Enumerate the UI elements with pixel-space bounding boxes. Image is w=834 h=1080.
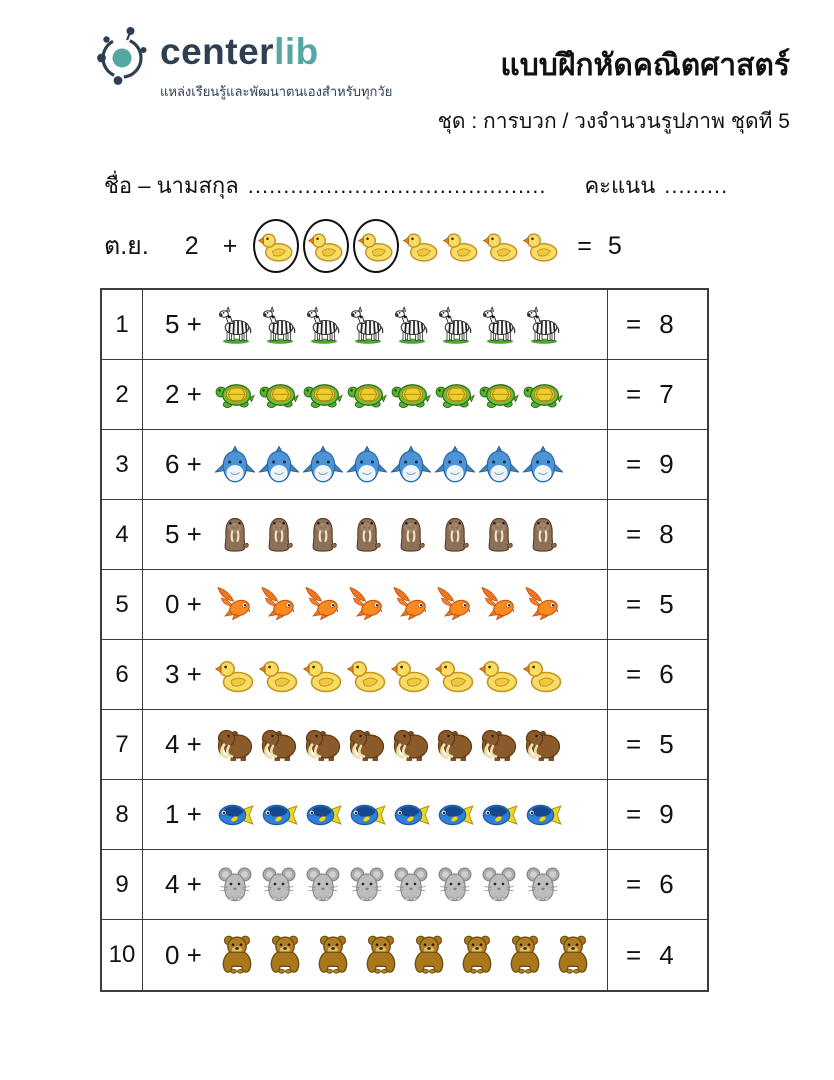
problem-number: 4 [102,500,143,569]
centerlib-logo [90,24,392,102]
walrus-icon [523,515,563,555]
problem-number: 1 [102,290,143,359]
title-block [438,42,790,138]
problem-row [102,290,707,360]
problem-row [102,430,707,500]
bluetang-icon [435,795,475,835]
problem-number: 2 [102,360,143,429]
problem-row [102,360,707,430]
bluetang-icon [303,795,343,835]
goldfish-icon [303,585,343,625]
problem-expression [143,780,607,849]
problem-addend: 4 + [165,869,202,899]
problem-row [102,710,707,780]
bear-icon [503,933,547,977]
brand-wordmark [160,24,392,80]
brand-lib: lib [274,31,319,72]
mammoth-icon [347,725,387,765]
bluetang-icon [523,795,563,835]
mouse-icon [215,865,255,905]
equals-sign: = [626,659,642,689]
problems-table [100,288,709,992]
shark-icon [523,445,563,485]
duck-icon [358,228,394,264]
walrus-icon [259,515,299,555]
bear-icon [359,933,403,977]
bear-icon [215,933,259,977]
problem-expression [143,500,607,569]
problem-addend: 4 + [165,729,202,759]
problem-addend: 3 + [165,659,202,689]
problem-expression [143,360,607,429]
problem-icons [215,375,563,415]
problem-number: 7 [102,710,143,779]
duck-icon [443,228,479,264]
problem-addend: 2 + [165,379,202,409]
problem-row [102,500,707,570]
goldfish-icon [523,585,563,625]
shark-icon [347,445,387,485]
duck-icon [215,655,255,695]
mammoth-icon [215,725,255,765]
bear-icon [407,933,451,977]
zebra-icon [259,305,299,345]
circled-animal-slot [353,219,399,273]
problem-row [102,640,707,710]
mammoth-icon [391,725,431,765]
shark-icon [391,445,431,485]
equals-sign: = [626,379,642,409]
mouse-icon [347,865,387,905]
plus-sign: + [222,231,238,260]
turtle-icon [347,375,387,415]
equals-sign: = [626,589,642,619]
mouse-icon [523,865,563,905]
problem-icons [215,305,563,345]
walrus-icon [303,515,343,555]
equals-sign: = [626,939,642,970]
problem-number: 3 [102,430,143,499]
duck-icon [483,228,519,264]
page-subtitle: ชุด : การบวก / วงจำนวนรูปภาพ ชุดที 5 [437,110,790,133]
animal-slot [443,228,479,264]
equals-sign: = [626,869,642,899]
problem-icons [215,725,563,765]
problem-row [102,850,707,920]
problem-result [607,920,707,990]
problem-icons [215,795,563,835]
equals-sign: = [626,309,642,339]
problem-icons [215,655,563,695]
bluetang-icon [391,795,431,835]
mouse-icon [259,865,299,905]
problem-icons [215,445,563,485]
turtle-icon [259,375,299,415]
score-blank: ......... [664,173,729,198]
zebra-icon [523,305,563,345]
logo-tagline: แหล่งเรียนรู้และพัฒนาตนเองสำหรับทุกวัย [160,83,393,99]
animal-slot [403,228,439,264]
problem-expression [143,430,607,499]
problem-number: 9 [102,850,143,919]
problem-expression [143,570,607,639]
goldfish-icon [435,585,475,625]
circled-animal-slot [303,219,349,273]
turtle-icon [523,375,563,415]
goldfish-icon [215,585,255,625]
bear-icon [551,933,595,977]
goldfish-icon [347,585,387,625]
walrus-icon [391,515,431,555]
problem-addend: 5 + [165,309,202,339]
zebra-icon [347,305,387,345]
circled-animal-slot [253,219,299,273]
bluetang-icon [479,795,519,835]
bluetang-icon [215,795,255,835]
turtle-icon [479,375,519,415]
equals-sign: = [626,449,642,479]
example-icons [253,219,559,273]
zebra-icon [215,305,255,345]
problem-icons [215,933,595,977]
score-label: คะแนน [584,173,656,198]
zebra-icon [479,305,519,345]
equals-sign: = [577,231,592,260]
walrus-icon [347,515,387,555]
name-line [104,168,728,203]
mammoth-icon [479,725,519,765]
problem-result [607,850,707,919]
problem-addend: 5 + [165,519,202,549]
goldfish-icon [259,585,299,625]
result-value: 4 [659,939,674,970]
animal-slot [483,228,519,264]
brand-center: center [160,31,275,72]
result-value: 9 [659,799,674,829]
equals-sign: = [626,519,642,549]
bluetang-icon [259,795,299,835]
turtle-icon [215,375,255,415]
example-row [104,216,646,276]
problem-expression [143,920,607,990]
centerlib-logo-icon [90,24,154,88]
turtle-icon [303,375,343,415]
zebra-icon [391,305,431,345]
walrus-icon [479,515,519,555]
shark-icon [435,445,475,485]
problem-number: 8 [102,780,143,849]
problem-row [102,570,707,640]
duck-icon [403,228,439,264]
problem-row [102,780,707,850]
result-value: 6 [659,869,674,899]
problem-icons [215,585,563,625]
mammoth-icon [303,725,343,765]
equals-sign: = [626,799,642,829]
result-value: 7 [659,379,674,409]
problem-icons [215,515,563,555]
shark-icon [303,445,343,485]
mouse-icon [435,865,475,905]
duck-icon [347,655,387,695]
bear-icon [311,933,355,977]
result-value: 9 [659,449,674,479]
problem-expression [143,850,607,919]
page-title: แบบฝึกหัดคณิตศาสตร์ [500,49,790,82]
problem-result [607,500,707,569]
example-result: 5 [607,231,622,260]
problem-number: 6 [102,640,143,709]
example-label: ต.ย. [104,232,149,260]
problem-addend: 6 + [165,449,202,479]
problem-result [607,710,707,779]
name-label: ชื่อ – นามสกุล [104,173,239,198]
problem-number: 5 [102,570,143,639]
name-blank: .......................................... [247,173,547,198]
mouse-icon [479,865,519,905]
duck-icon [391,655,431,695]
problem-result [607,290,707,359]
result-value: 8 [659,309,674,339]
duck-icon [259,655,299,695]
result-value: 5 [659,729,674,759]
mouse-icon [391,865,431,905]
mammoth-icon [259,725,299,765]
problem-addend: 1 + [165,799,202,829]
walrus-icon [435,515,475,555]
mouse-icon [303,865,343,905]
mammoth-icon [435,725,475,765]
equals-sign: = [626,729,642,759]
zebra-icon [435,305,475,345]
goldfish-icon [391,585,431,625]
problem-result [607,360,707,429]
duck-icon [303,655,343,695]
animal-slot [523,228,559,264]
shark-icon [479,445,519,485]
problem-icons [215,865,563,905]
problem-row [102,920,707,990]
turtle-icon [435,375,475,415]
result-value: 6 [659,659,674,689]
zebra-icon [303,305,343,345]
problem-result [607,640,707,709]
turtle-icon [391,375,431,415]
duck-icon [308,228,344,264]
shark-icon [259,445,299,485]
shark-icon [215,445,255,485]
problem-expression [143,710,607,779]
duck-icon [258,228,294,264]
duck-icon [435,655,475,695]
bear-icon [263,933,307,977]
problem-result [607,570,707,639]
duck-icon [523,655,563,695]
bluetang-icon [347,795,387,835]
bear-icon [455,933,499,977]
problem-addend: 0 + [165,589,202,619]
duck-icon [479,655,519,695]
result-value: 8 [659,519,674,549]
duck-icon [523,228,559,264]
problem-expression [143,640,607,709]
mammoth-icon [523,725,563,765]
result-value: 5 [659,589,674,619]
problem-number: 10 [102,920,143,990]
example-addend: 2 [184,231,199,260]
problem-addend: 0 + [165,939,202,970]
goldfish-icon [479,585,519,625]
problem-result [607,430,707,499]
problem-result [607,780,707,849]
walrus-icon [215,515,255,555]
problem-expression [143,290,607,359]
